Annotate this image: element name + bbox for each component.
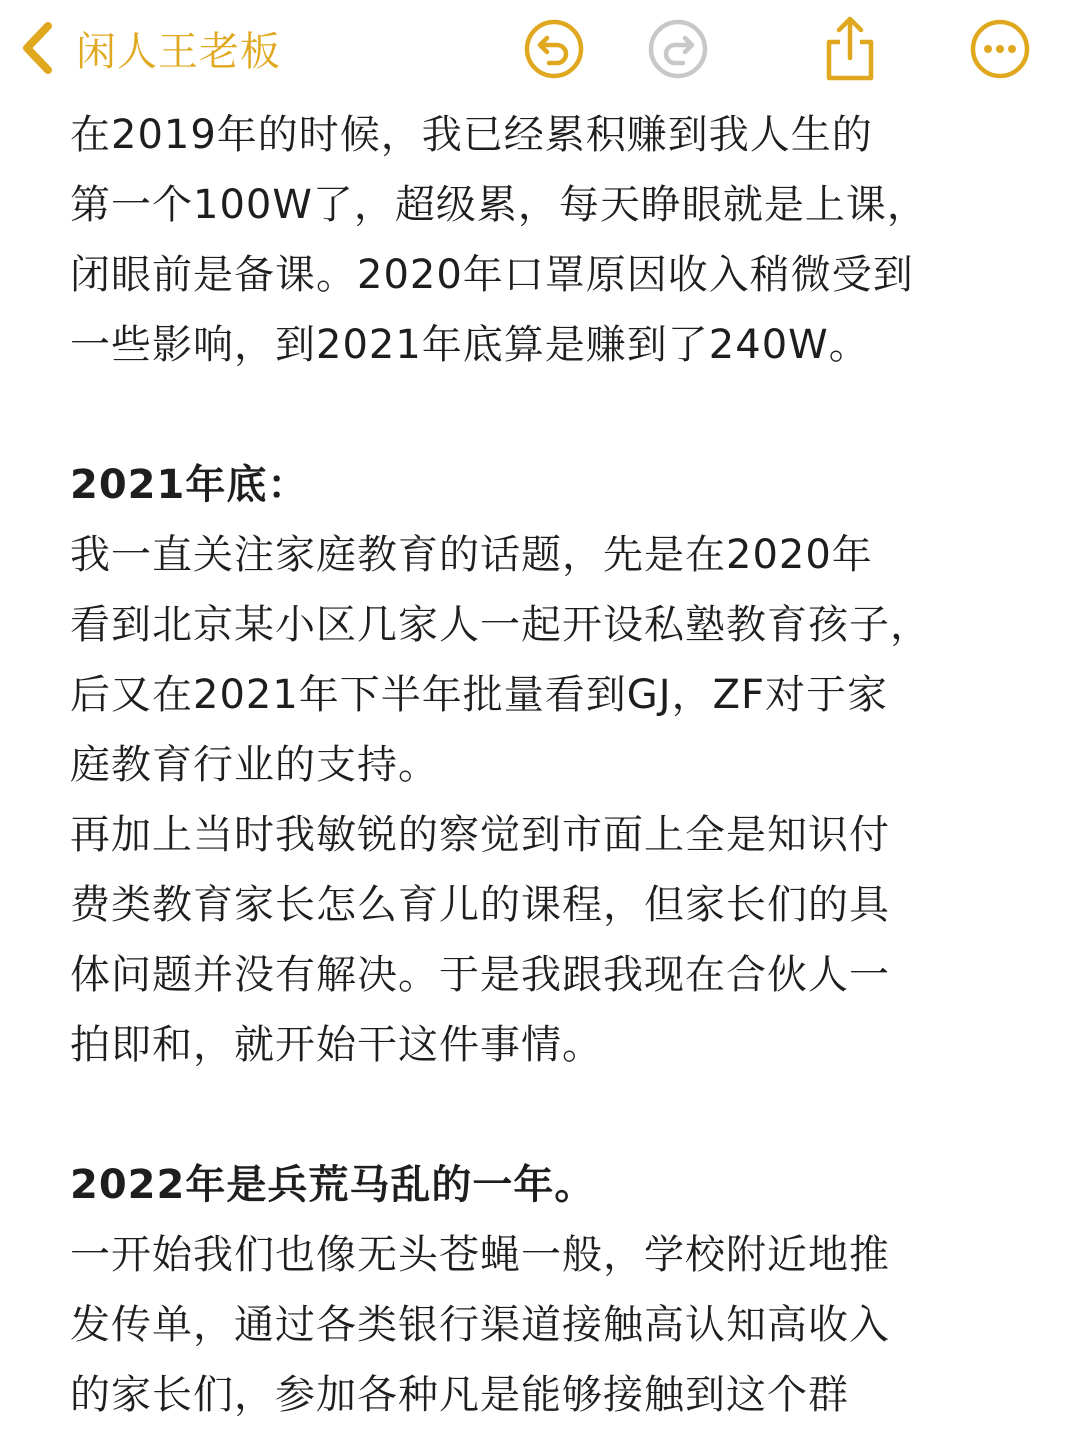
note-text-line: 看到北京某小区几家人一起开设私塾教育孩子， [70, 602, 931, 648]
note-text-line: 再加上当时我敏锐的察觉到市面上全是知识付 [70, 812, 890, 858]
note-text-line: 的家长们，参加各种凡是能够接触到这个群 [70, 1372, 849, 1418]
undo-button[interactable] [522, 14, 586, 84]
redo-icon [647, 18, 709, 80]
share-button[interactable] [818, 14, 882, 84]
back-label: 闲人王老板 [76, 28, 281, 75]
note-blank-line [70, 1080, 1030, 1150]
note-text-line: 庭教育行业的支持。 [70, 742, 439, 788]
note-text-line: 费类教育家长怎么育儿的课程，但家长们的具 [70, 882, 890, 928]
notes-toolbar [0, 0, 1080, 100]
note-text-line: 后又在2021年下半年批量看到GJ，ZF对于家 [70, 672, 888, 718]
share-icon [819, 14, 881, 84]
note-text-line: 发传单，通过各类银行渠道接触高认知高收入 [70, 1302, 890, 1348]
more-button[interactable] [968, 14, 1032, 84]
note-text-line: 一开始我们也像无头苍蝇一般，学校附近地推 [70, 1232, 890, 1278]
undo-icon [523, 18, 585, 80]
note-content[interactable] [70, 100, 1030, 1430]
note-heading-line: 2022年是兵荒马乱的一年。 [70, 1162, 596, 1208]
note-text-line: 在2019年的时候，我已经累积赚到我人生的 [70, 112, 873, 158]
note-text-line: 体问题并没有解决。于是我跟我现在合伙人一 [70, 952, 890, 998]
note-text-line: 闭眼前是备课。2020年口罩原因收入稍微受到 [70, 252, 914, 298]
redo-button[interactable] [646, 14, 710, 84]
note-blank-line [70, 380, 1030, 450]
chevron-left-icon [20, 21, 54, 75]
note-text-line: 我一直关注家庭教育的话题，先是在2020年 [70, 532, 873, 578]
note-text-line: 拍即和，就开始干这件事情。 [70, 1022, 603, 1068]
note-text-line: 一些影响，到2021年底算是赚到了240W。 [70, 322, 870, 368]
note-heading-line: 2021年底： [70, 462, 309, 508]
back-button[interactable] [20, 18, 281, 78]
note-text-line: 第一个100W了，超级累，每天睁眼就是上课， [70, 182, 928, 228]
more-icon [969, 18, 1031, 80]
